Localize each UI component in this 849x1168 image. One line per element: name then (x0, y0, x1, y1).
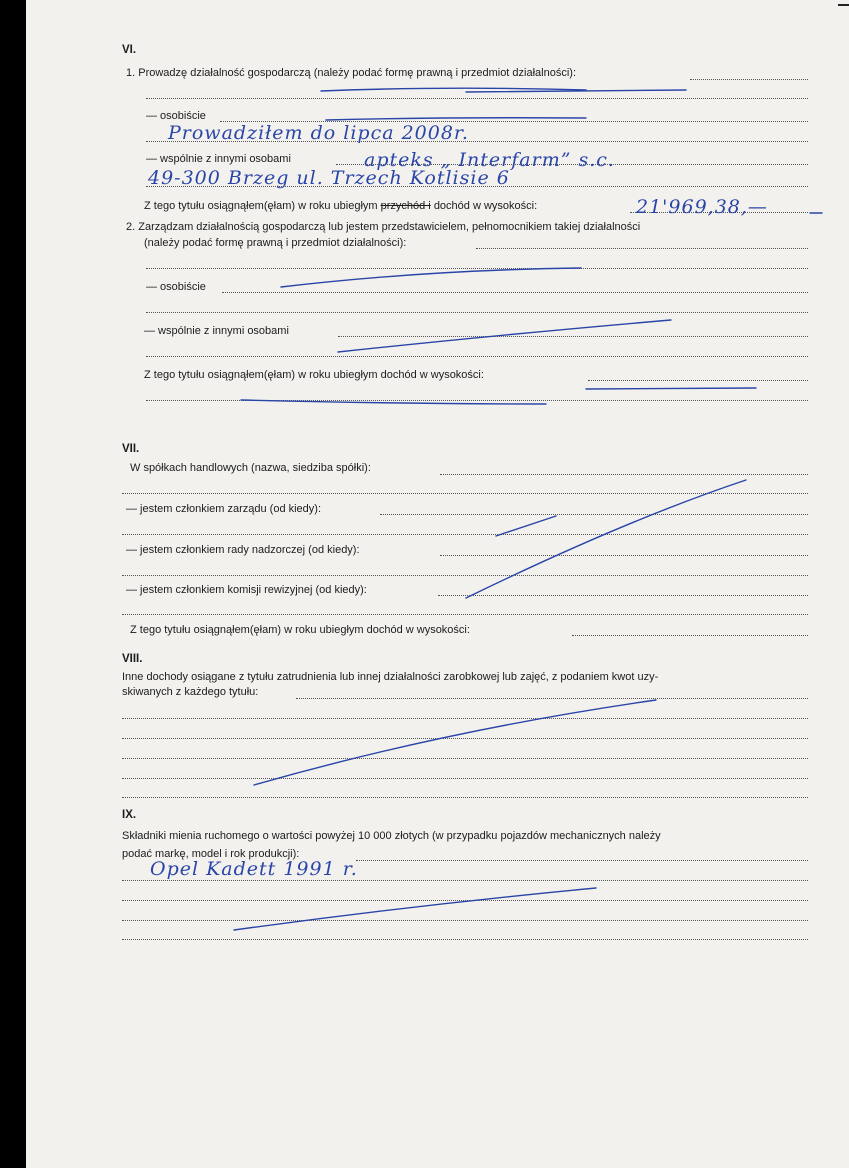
vii-board-text: — jestem członkiem zarządu (od kiedy): (126, 503, 322, 515)
vii-income-text: Z tego tytułu osiągnąłem(ęłam) w roku ubiegłym dochód w wysokości: (130, 624, 470, 636)
viii-line1: Inne dochody osiągane z tytułu zatrudnienia lub innej działalności zarobkowej lub zajęć, z podaniem kwot uzy- (122, 671, 659, 683)
pen-strike-stroke (496, 516, 556, 536)
vi-jointly2-label: — wspólnie z innymi osobami (144, 325, 289, 337)
vi-q1-text: 1. Prowadzę działalność gospodarczą (należy podać formę prawną i przedmiot działalności): (126, 67, 577, 79)
pen-underline-stroke (326, 118, 586, 120)
pen-strike-stroke (586, 388, 756, 389)
pen-strike-stroke (241, 400, 546, 404)
ix-line2: podać markę, model i rok produkcji): (122, 848, 300, 860)
handwritten-vehicle: Opel Kadett 1991 r. (150, 858, 358, 880)
pen-strike-stroke (234, 888, 596, 930)
vii-supervisory-text: — jestem członkiem rady nadzorczej (od kiedy): (126, 544, 360, 556)
vii-companies-text: W spółkach handlowych (nazwa, siedziba spółki): (130, 462, 371, 474)
viii-line2: skiwanych z każdego tytułu: (122, 686, 259, 698)
pen-underline-stroke (466, 90, 686, 92)
vi-personal-label: — osobiście (146, 110, 206, 122)
section-ix-heading: IX. (122, 809, 137, 821)
vi-q2-line2: (należy podać formę prawną i przedmiot działalności): (144, 237, 407, 249)
pen-strike-stroke (466, 480, 746, 598)
vi-income2-text: Z tego tytułu osiągnąłem(ęłam) w roku ubiegłym dochód w wysokości: (144, 369, 484, 381)
vi-q2-line1: 2. Zarządzam działalnością gospodarczą lub jestem przedstawicielem, pełnomocnikiem takiej działalności (126, 221, 641, 233)
pen-strike-stroke (254, 700, 656, 785)
vi-income-text: Z tego tytułu osiągnąłem(ęłam) w roku ubiegłym przychód i dochód w wysokości: (144, 200, 538, 212)
section-vi-heading: VI. (122, 44, 137, 56)
pen-strike-stroke (338, 320, 671, 352)
handwritten-joint-company: apteks „ Interfarm” s.c. (364, 149, 615, 171)
vii-audit-text: — jestem członkiem komisji rewizyjnej (od kiedy): (126, 584, 367, 596)
ix-line1: Składniki mienia ruchomego o wartości powyżej 10 000 złotych (w przypadku pojazdów mechanicznych należy (122, 830, 661, 842)
vi-personal2-label: — osobiście (146, 281, 206, 293)
handwritten-income-value: 21'969,38,— (636, 196, 768, 218)
document-page (26, 0, 849, 1168)
pen-strike-stroke (281, 268, 581, 287)
pen-strokes (26, 0, 849, 1168)
handwritten-personal-note: Prowadziłem do lipca 2008r. (168, 122, 469, 144)
vi-jointly-label: — wspólnie z innymi osobami (146, 153, 291, 165)
section-vii-heading: VII. (122, 443, 140, 455)
corner-mark (838, 4, 849, 6)
handwritten-address: 49-300 Brzeg ul. Trzech Kotlisie 6 (148, 167, 510, 189)
section-viii-heading: VIII. (122, 653, 143, 665)
